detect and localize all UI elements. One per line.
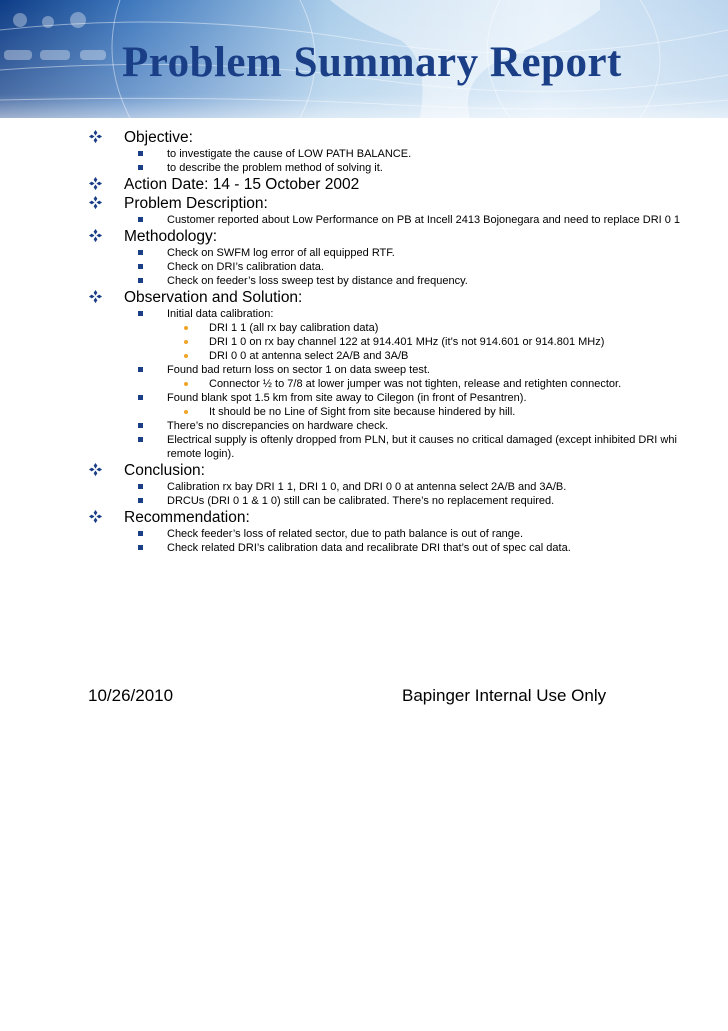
diamond-cluster-bullet-icon (88, 176, 103, 191)
sub-list-item-text: DRI 1 0 on rx bay channel 122 at 914.401 MHz (it’s not 914.601 or 914.801 MHz) (209, 336, 605, 348)
list-item (0, 419, 728, 433)
list-item-text: Calibration rx bay DRI 1 1, DRI 1 0, and DRI 0 0 at antenna select 2A/B and 3A/B. (167, 481, 567, 493)
square-bullet-icon (138, 498, 143, 503)
diamond-cluster-bullet-icon (88, 129, 103, 144)
list-item (0, 527, 728, 541)
section-heading-text: Recommendation: (124, 509, 250, 526)
list-item-text-cont: remote login). (167, 448, 235, 460)
list-item-text: Initial data calibration: (167, 308, 274, 320)
round-bullet-icon (184, 354, 188, 358)
report-body (0, 128, 728, 555)
square-bullet-icon (138, 484, 143, 489)
section-heading (0, 128, 728, 147)
diamond-cluster-bullet-icon (88, 195, 103, 210)
list-item-text: Check on SWFM log error of all equipped RTF. (167, 247, 395, 259)
header-banner (0, 0, 728, 118)
square-bullet-icon (138, 217, 143, 222)
section-heading-text: Action Date: 14 - 15 October 2002 (124, 176, 360, 193)
list-item-text: to describe the problem method of solving it. (167, 162, 383, 174)
list-item-text: Customer reported about Low Performance on PB at Incell 2413 Bojonegara and need to replace DRI 0 1 (167, 214, 681, 226)
square-bullet-icon (138, 278, 143, 283)
square-bullet-icon (138, 531, 143, 536)
diamond-cluster-bullet-icon (88, 228, 103, 243)
list-item-text: Electrical supply is oftenly dropped from PLN, but it causes no critical damaged (except inhibited DRI whi (167, 434, 677, 446)
list-item (0, 213, 728, 227)
round-bullet-icon (184, 410, 188, 414)
section-heading-text: Problem Description: (124, 195, 268, 212)
square-bullet-icon (138, 264, 143, 269)
sub-list-item (0, 349, 728, 363)
round-bullet-icon (184, 326, 188, 330)
footer-date: 10/26/2010 (88, 686, 174, 705)
section-heading-text: Observation and Solution: (124, 289, 303, 306)
list-item (0, 541, 728, 555)
list-item (0, 363, 728, 377)
sub-list-item (0, 335, 728, 349)
list-item-text: Check on DRI’s calibration data. (167, 261, 324, 273)
square-bullet-icon (138, 395, 143, 400)
sub-list-item-text: DRI 1 1 (all rx bay calibration data) (209, 322, 379, 334)
section-heading-text: Conclusion: (124, 462, 205, 479)
list-item-text: Found blank spot 1.5 km from site away to Cilegon (in front of Pesantren). (167, 392, 527, 404)
list-item-text: Check related DRI’s calibration data and recalibrate DRI that’s out of spec cal data. (167, 542, 571, 554)
list-item (0, 480, 728, 494)
diamond-cluster-bullet-icon (88, 462, 103, 477)
square-bullet-icon (138, 165, 143, 170)
section-heading (0, 288, 728, 307)
sub-list-item-text: DRI 0 0 at antenna select 2A/B and 3A/B (209, 350, 409, 362)
section-heading (0, 194, 728, 213)
section-heading-text: Objective: (124, 129, 193, 146)
list-item (0, 494, 728, 508)
square-bullet-icon (138, 437, 143, 442)
square-bullet-icon (138, 367, 143, 372)
list-item (0, 391, 728, 405)
square-bullet-icon (138, 545, 143, 550)
diamond-cluster-bullet-icon (88, 509, 103, 524)
list-item (0, 260, 728, 274)
sub-list-item-text: It should be no Line of Sight from site because hindered by hill. (209, 406, 516, 418)
round-bullet-icon (184, 340, 188, 344)
list-item (0, 307, 728, 321)
sub-list-item (0, 321, 728, 335)
list-item (0, 147, 728, 161)
list-item-text: DRCUs (DRI 0 1 & 1 0) still can be calibrated. There’s no replacement required. (167, 495, 555, 507)
square-bullet-icon (138, 151, 143, 156)
section-heading-text: Methodology: (124, 228, 218, 245)
list-item-text: Found bad return loss on sector 1 on data sweep test. (167, 364, 430, 376)
square-bullet-icon (138, 423, 143, 428)
sub-list-item (0, 377, 728, 391)
section-heading (0, 508, 728, 527)
round-bullet-icon (184, 382, 188, 386)
list-item-text: Check feeder’s loss of related sector, due to path balance is out of range. (167, 528, 524, 540)
section-heading (0, 175, 728, 194)
section-heading (0, 461, 728, 480)
list-item (0, 161, 728, 175)
section-heading (0, 227, 728, 246)
footer-note: Bapinger Internal Use Only (402, 686, 607, 705)
list-item-text: There’s no discrepancies on hardware check. (167, 420, 389, 432)
list-item (0, 433, 728, 461)
page-title: Problem Summary Report (122, 39, 622, 86)
sub-list-item-text: Connector ½ to 7/8 at lower jumper was not tighten, release and retighten connector. (209, 378, 622, 390)
list-item-text: to investigate the cause of LOW PATH BALANCE. (167, 148, 412, 160)
square-bullet-icon (138, 311, 143, 316)
list-item (0, 246, 728, 260)
square-bullet-icon (138, 250, 143, 255)
diamond-cluster-bullet-icon (88, 289, 103, 304)
sub-list-item (0, 405, 728, 419)
list-item (0, 274, 728, 288)
list-item-text: Check on feeder’s loss sweep test by distance and frequency. (167, 275, 468, 287)
